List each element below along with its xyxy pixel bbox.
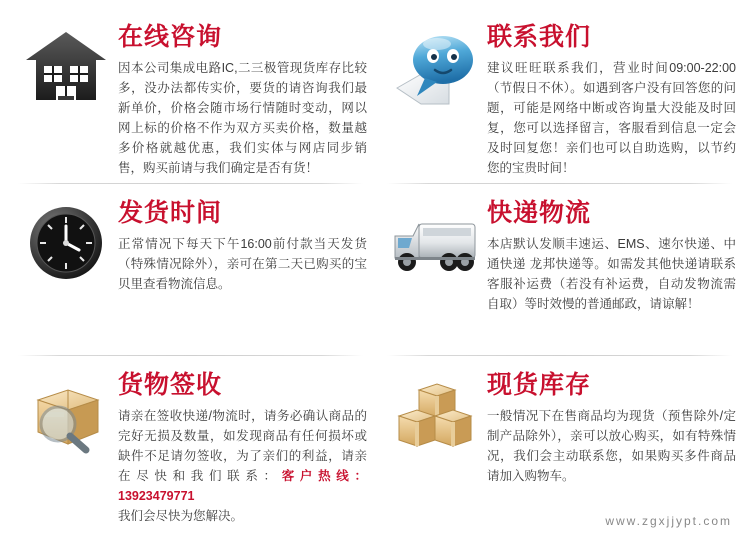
section-body: 一般情况下在售商品均为现货（预售除外/定制产品除外），亲可以放心购买，如有特殊情况，我们会主动联系您，如果购买多件商品请加入购物车。: [487, 409, 736, 483]
section-shipping-time: [10, 190, 371, 362]
section-title: 发货时间: [118, 199, 223, 227]
section-text-block: [112, 196, 367, 294]
section-text-block: [481, 20, 736, 178]
house-icon: [20, 20, 112, 112]
section-title: 联系我们: [487, 23, 592, 51]
section-title: 现货库存: [487, 371, 592, 399]
boxes-icon: [389, 368, 481, 460]
section-body: [118, 406, 367, 526]
section-online-consult: [10, 14, 371, 190]
section-text-block: [481, 196, 736, 314]
section-title: 快递物流: [487, 199, 592, 227]
section-body: 正常情况下每天下午16:00前付款当天发货（特殊情况除外），亲可在第二天已购买的宝贝里查看物流信息。: [118, 237, 367, 291]
section-text-block: [481, 368, 736, 486]
section-stock: [379, 362, 740, 522]
section-logistics: [379, 190, 740, 362]
section-contact-us: [379, 14, 740, 190]
sections-grid: [10, 14, 740, 522]
truck-icon: [389, 196, 481, 288]
section-body: 本店默认发顺丰速运、EMS、速尔快递、中通快递 龙邦快递等。如需发其他快递请联系客服补运费（若没有补运费，自动发物流需自取）等时效慢的普通邮政，请谅解！: [487, 237, 736, 311]
section-goods-receipt: [10, 362, 371, 522]
section-title: 在线咨询: [118, 23, 223, 51]
hotline-label: 客户热线：: [281, 469, 367, 483]
clock-icon: [20, 196, 112, 288]
section-body-main: 请亲在签收快递/物流时，请务必确认商品的完好无损及数量，如发现商品有任何损坏或缺件不足请勿签收，为了亲们的利益，请亲在尽快和我们联系：: [118, 409, 367, 483]
section-body-tail: 我们会尽快为您解决。: [118, 509, 244, 523]
package-magnifier-icon: [20, 368, 112, 460]
section-body: 建议旺旺联系我们，营业时间09:00-22:00（节假日不休）。如遇到客户没有回答您的问题，可能是网络中断或咨询量大没能及时回复，您可以选择留言，客服看到信息一定会及时回复您！亲们也可以自助选购，以节约您的宝贵时间！: [487, 61, 736, 175]
section-title: 货物签收: [118, 371, 223, 399]
site-watermark: www.zgxjjypt.com: [605, 514, 732, 528]
section-text-block: [112, 20, 367, 178]
chat-bubble-icon: [389, 20, 481, 112]
hotline-number: 13923479771: [118, 489, 195, 503]
section-body: 因本公司集成电路IC,二三极管现货库存比较多，没办法都传实价，要货的请咨询我们最新单价，价格会随市场行情随时变动，网以网上标的价格不作为双方买卖价格，数量越多价格就越优惠，我们实体与网店同步销售，购买前请与我们确定是否有货！: [118, 61, 367, 175]
section-text-block: [112, 368, 367, 526]
